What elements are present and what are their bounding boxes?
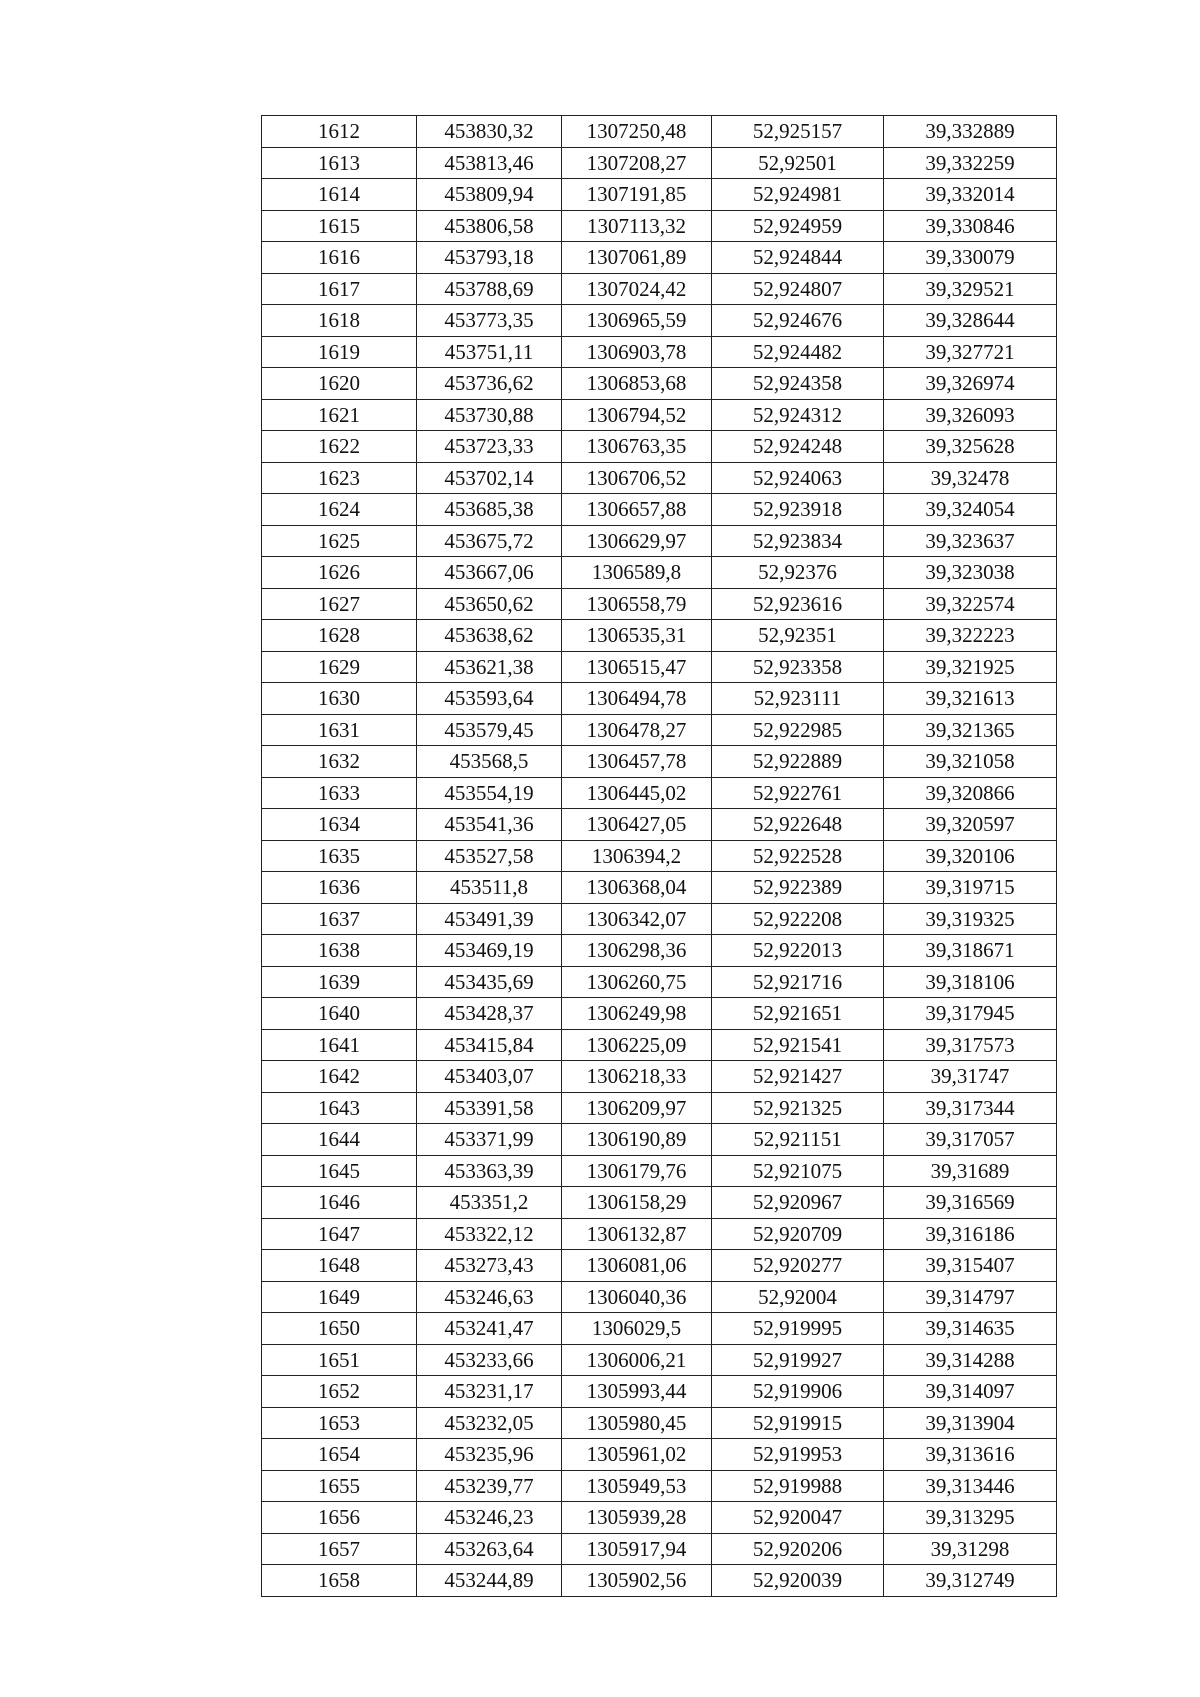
x-coordinate-cell: 453527,58	[417, 840, 562, 872]
y-coordinate-cell: 1306589,8	[562, 557, 712, 589]
longitude-cell: 39,320866	[884, 777, 1057, 809]
latitude-cell: 52,920039	[712, 1565, 884, 1597]
y-coordinate-cell: 1305902,56	[562, 1565, 712, 1597]
y-coordinate-cell: 1306006,21	[562, 1344, 712, 1376]
point-number-cell: 1657	[262, 1533, 417, 1565]
latitude-cell: 52,921427	[712, 1061, 884, 1093]
x-coordinate-cell: 453788,69	[417, 273, 562, 305]
y-coordinate-cell: 1306179,76	[562, 1155, 712, 1187]
x-coordinate-cell: 453231,17	[417, 1376, 562, 1408]
y-coordinate-cell: 1305961,02	[562, 1439, 712, 1471]
point-number-cell: 1652	[262, 1376, 417, 1408]
latitude-cell: 52,920709	[712, 1218, 884, 1250]
longitude-cell: 39,321613	[884, 683, 1057, 715]
y-coordinate-cell: 1307250,48	[562, 116, 712, 148]
longitude-cell: 39,323637	[884, 525, 1057, 557]
point-number-cell: 1637	[262, 903, 417, 935]
point-number-cell: 1653	[262, 1407, 417, 1439]
longitude-cell: 39,313446	[884, 1470, 1057, 1502]
y-coordinate-cell: 1305949,53	[562, 1470, 712, 1502]
point-number-cell: 1632	[262, 746, 417, 778]
longitude-cell: 39,31747	[884, 1061, 1057, 1093]
longitude-cell: 39,313904	[884, 1407, 1057, 1439]
latitude-cell: 52,923358	[712, 651, 884, 683]
longitude-cell: 39,317573	[884, 1029, 1057, 1061]
table-row	[262, 1565, 1057, 1597]
table-row	[262, 1061, 1057, 1093]
table-row	[262, 116, 1057, 148]
point-number-cell: 1618	[262, 305, 417, 337]
table-row	[262, 305, 1057, 337]
x-coordinate-cell: 453246,63	[417, 1281, 562, 1313]
longitude-cell: 39,326974	[884, 368, 1057, 400]
longitude-cell: 39,321925	[884, 651, 1057, 683]
latitude-cell: 52,924248	[712, 431, 884, 463]
point-number-cell: 1620	[262, 368, 417, 400]
longitude-cell: 39,317344	[884, 1092, 1057, 1124]
x-coordinate-cell: 453702,14	[417, 462, 562, 494]
table-row	[262, 998, 1057, 1030]
longitude-cell: 39,314097	[884, 1376, 1057, 1408]
y-coordinate-cell: 1306629,97	[562, 525, 712, 557]
latitude-cell: 52,924959	[712, 210, 884, 242]
table-row	[262, 1029, 1057, 1061]
table-row	[262, 872, 1057, 904]
point-number-cell: 1639	[262, 966, 417, 998]
longitude-cell: 39,330846	[884, 210, 1057, 242]
longitude-cell: 39,324054	[884, 494, 1057, 526]
y-coordinate-cell: 1306249,98	[562, 998, 712, 1030]
point-number-cell: 1616	[262, 242, 417, 274]
table-row	[262, 777, 1057, 809]
x-coordinate-cell: 453435,69	[417, 966, 562, 998]
table-row	[262, 368, 1057, 400]
table-row	[262, 620, 1057, 652]
table-row	[262, 431, 1057, 463]
latitude-cell: 52,921075	[712, 1155, 884, 1187]
latitude-cell: 52,921651	[712, 998, 884, 1030]
x-coordinate-cell: 453244,89	[417, 1565, 562, 1597]
latitude-cell: 52,921541	[712, 1029, 884, 1061]
x-coordinate-cell: 453813,46	[417, 147, 562, 179]
x-coordinate-cell: 453428,37	[417, 998, 562, 1030]
latitude-cell: 52,922648	[712, 809, 884, 841]
point-number-cell: 1624	[262, 494, 417, 526]
x-coordinate-cell: 453246,23	[417, 1502, 562, 1534]
y-coordinate-cell: 1305980,45	[562, 1407, 712, 1439]
latitude-cell: 52,920277	[712, 1250, 884, 1282]
x-coordinate-cell: 453241,47	[417, 1313, 562, 1345]
latitude-cell: 52,919906	[712, 1376, 884, 1408]
latitude-cell: 52,921325	[712, 1092, 884, 1124]
longitude-cell: 39,321058	[884, 746, 1057, 778]
x-coordinate-cell: 453685,38	[417, 494, 562, 526]
point-number-cell: 1647	[262, 1218, 417, 1250]
point-number-cell: 1613	[262, 147, 417, 179]
y-coordinate-cell: 1306081,06	[562, 1250, 712, 1282]
latitude-cell: 52,922013	[712, 935, 884, 967]
y-coordinate-cell: 1306132,87	[562, 1218, 712, 1250]
x-coordinate-cell: 453351,2	[417, 1187, 562, 1219]
table-row	[262, 1470, 1057, 1502]
longitude-cell: 39,322574	[884, 588, 1057, 620]
table-row	[262, 1281, 1057, 1313]
point-number-cell: 1643	[262, 1092, 417, 1124]
longitude-cell: 39,316569	[884, 1187, 1057, 1219]
latitude-cell: 52,922761	[712, 777, 884, 809]
x-coordinate-cell: 453491,39	[417, 903, 562, 935]
x-coordinate-cell: 453403,07	[417, 1061, 562, 1093]
table-row	[262, 210, 1057, 242]
point-number-cell: 1630	[262, 683, 417, 715]
table-row	[262, 1439, 1057, 1471]
point-number-cell: 1649	[262, 1281, 417, 1313]
table-row	[262, 683, 1057, 715]
x-coordinate-cell: 453579,45	[417, 714, 562, 746]
table-row	[262, 399, 1057, 431]
latitude-cell: 52,923918	[712, 494, 884, 526]
longitude-cell: 39,329521	[884, 273, 1057, 305]
latitude-cell: 52,920047	[712, 1502, 884, 1534]
point-number-cell: 1628	[262, 620, 417, 652]
table-row	[262, 809, 1057, 841]
table-row	[262, 1407, 1057, 1439]
latitude-cell: 52,923111	[712, 683, 884, 715]
longitude-cell: 39,318106	[884, 966, 1057, 998]
longitude-cell: 39,317057	[884, 1124, 1057, 1156]
table-row	[262, 494, 1057, 526]
longitude-cell: 39,332889	[884, 116, 1057, 148]
latitude-cell: 52,921151	[712, 1124, 884, 1156]
latitude-cell: 52,923834	[712, 525, 884, 557]
longitude-cell: 39,320106	[884, 840, 1057, 872]
x-coordinate-cell: 453675,72	[417, 525, 562, 557]
coordinates-table-body	[262, 116, 1057, 1597]
longitude-cell: 39,332259	[884, 147, 1057, 179]
longitude-cell: 39,325628	[884, 431, 1057, 463]
latitude-cell: 52,924063	[712, 462, 884, 494]
y-coordinate-cell: 1306853,68	[562, 368, 712, 400]
table-row	[262, 1376, 1057, 1408]
y-coordinate-cell: 1307191,85	[562, 179, 712, 211]
longitude-cell: 39,315407	[884, 1250, 1057, 1282]
y-coordinate-cell: 1306494,78	[562, 683, 712, 715]
y-coordinate-cell: 1306903,78	[562, 336, 712, 368]
point-number-cell: 1622	[262, 431, 417, 463]
latitude-cell: 52,92351	[712, 620, 884, 652]
longitude-cell: 39,32478	[884, 462, 1057, 494]
y-coordinate-cell: 1307061,89	[562, 242, 712, 274]
point-number-cell: 1634	[262, 809, 417, 841]
point-number-cell: 1646	[262, 1187, 417, 1219]
point-number-cell: 1631	[262, 714, 417, 746]
y-coordinate-cell: 1306029,5	[562, 1313, 712, 1345]
y-coordinate-cell: 1307208,27	[562, 147, 712, 179]
longitude-cell: 39,328644	[884, 305, 1057, 337]
x-coordinate-cell: 453541,36	[417, 809, 562, 841]
table-row	[262, 746, 1057, 778]
longitude-cell: 39,317945	[884, 998, 1057, 1030]
y-coordinate-cell: 1307024,42	[562, 273, 712, 305]
longitude-cell: 39,314288	[884, 1344, 1057, 1376]
y-coordinate-cell: 1306445,02	[562, 777, 712, 809]
point-number-cell: 1627	[262, 588, 417, 620]
x-coordinate-cell: 453723,33	[417, 431, 562, 463]
point-number-cell: 1641	[262, 1029, 417, 1061]
longitude-cell: 39,319715	[884, 872, 1057, 904]
point-number-cell: 1644	[262, 1124, 417, 1156]
point-number-cell: 1612	[262, 116, 417, 148]
table-row	[262, 242, 1057, 274]
point-number-cell: 1623	[262, 462, 417, 494]
point-number-cell: 1642	[262, 1061, 417, 1093]
table-row	[262, 966, 1057, 998]
x-coordinate-cell: 453736,62	[417, 368, 562, 400]
point-number-cell: 1615	[262, 210, 417, 242]
y-coordinate-cell: 1306158,29	[562, 1187, 712, 1219]
latitude-cell: 52,925157	[712, 116, 884, 148]
longitude-cell: 39,319325	[884, 903, 1057, 935]
point-number-cell: 1651	[262, 1344, 417, 1376]
x-coordinate-cell: 453232,05	[417, 1407, 562, 1439]
x-coordinate-cell: 453773,35	[417, 305, 562, 337]
table-row	[262, 651, 1057, 683]
x-coordinate-cell: 453793,18	[417, 242, 562, 274]
table-row	[262, 557, 1057, 589]
table-row	[262, 525, 1057, 557]
point-number-cell: 1638	[262, 935, 417, 967]
y-coordinate-cell: 1306515,47	[562, 651, 712, 683]
longitude-cell: 39,321365	[884, 714, 1057, 746]
point-number-cell: 1629	[262, 651, 417, 683]
x-coordinate-cell: 453554,19	[417, 777, 562, 809]
point-number-cell: 1656	[262, 1502, 417, 1534]
longitude-cell: 39,31689	[884, 1155, 1057, 1187]
y-coordinate-cell: 1306457,78	[562, 746, 712, 778]
latitude-cell: 52,92004	[712, 1281, 884, 1313]
latitude-cell: 52,924981	[712, 179, 884, 211]
longitude-cell: 39,327721	[884, 336, 1057, 368]
latitude-cell: 52,924807	[712, 273, 884, 305]
y-coordinate-cell: 1306657,88	[562, 494, 712, 526]
y-coordinate-cell: 1306190,89	[562, 1124, 712, 1156]
latitude-cell: 52,92501	[712, 147, 884, 179]
y-coordinate-cell: 1306706,52	[562, 462, 712, 494]
point-number-cell: 1636	[262, 872, 417, 904]
point-number-cell: 1640	[262, 998, 417, 1030]
x-coordinate-cell: 453322,12	[417, 1218, 562, 1250]
point-number-cell: 1617	[262, 273, 417, 305]
longitude-cell: 39,332014	[884, 179, 1057, 211]
x-coordinate-cell: 453391,58	[417, 1092, 562, 1124]
y-coordinate-cell: 1306394,2	[562, 840, 712, 872]
latitude-cell: 52,921716	[712, 966, 884, 998]
latitude-cell: 52,922208	[712, 903, 884, 935]
latitude-cell: 52,924676	[712, 305, 884, 337]
table-row	[262, 147, 1057, 179]
longitude-cell: 39,314797	[884, 1281, 1057, 1313]
latitude-cell: 52,919995	[712, 1313, 884, 1345]
table-row	[262, 840, 1057, 872]
table-row	[262, 273, 1057, 305]
x-coordinate-cell: 453263,64	[417, 1533, 562, 1565]
point-number-cell: 1654	[262, 1439, 417, 1471]
y-coordinate-cell: 1306763,35	[562, 431, 712, 463]
y-coordinate-cell: 1305993,44	[562, 1376, 712, 1408]
point-number-cell: 1648	[262, 1250, 417, 1282]
y-coordinate-cell: 1306478,27	[562, 714, 712, 746]
x-coordinate-cell: 453667,06	[417, 557, 562, 589]
y-coordinate-cell: 1306342,07	[562, 903, 712, 935]
latitude-cell: 52,922985	[712, 714, 884, 746]
latitude-cell: 52,922389	[712, 872, 884, 904]
point-number-cell: 1614	[262, 179, 417, 211]
y-coordinate-cell: 1306260,75	[562, 966, 712, 998]
point-number-cell: 1655	[262, 1470, 417, 1502]
x-coordinate-cell: 453511,8	[417, 872, 562, 904]
table-row	[262, 1533, 1057, 1565]
table-row	[262, 714, 1057, 746]
x-coordinate-cell: 453638,62	[417, 620, 562, 652]
y-coordinate-cell: 1306225,09	[562, 1029, 712, 1061]
point-number-cell: 1625	[262, 525, 417, 557]
table-row	[262, 903, 1057, 935]
longitude-cell: 39,323038	[884, 557, 1057, 589]
y-coordinate-cell: 1306209,97	[562, 1092, 712, 1124]
x-coordinate-cell: 453239,77	[417, 1470, 562, 1502]
x-coordinate-cell: 453233,66	[417, 1344, 562, 1376]
longitude-cell: 39,313295	[884, 1502, 1057, 1534]
x-coordinate-cell: 453371,99	[417, 1124, 562, 1156]
longitude-cell: 39,320597	[884, 809, 1057, 841]
y-coordinate-cell: 1306794,52	[562, 399, 712, 431]
longitude-cell: 39,316186	[884, 1218, 1057, 1250]
y-coordinate-cell: 1306535,31	[562, 620, 712, 652]
table-row	[262, 588, 1057, 620]
table-row	[262, 1187, 1057, 1219]
y-coordinate-cell: 1306298,36	[562, 935, 712, 967]
point-number-cell: 1635	[262, 840, 417, 872]
longitude-cell: 39,312749	[884, 1565, 1057, 1597]
latitude-cell: 52,919927	[712, 1344, 884, 1376]
latitude-cell: 52,922528	[712, 840, 884, 872]
coordinates-table	[261, 115, 1057, 1597]
longitude-cell: 39,314635	[884, 1313, 1057, 1345]
y-coordinate-cell: 1305917,94	[562, 1533, 712, 1565]
latitude-cell: 52,924844	[712, 242, 884, 274]
table-row	[262, 1313, 1057, 1345]
x-coordinate-cell: 453730,88	[417, 399, 562, 431]
x-coordinate-cell: 453806,58	[417, 210, 562, 242]
latitude-cell: 52,920206	[712, 1533, 884, 1565]
latitude-cell: 52,920967	[712, 1187, 884, 1219]
x-coordinate-cell: 453830,32	[417, 116, 562, 148]
y-coordinate-cell: 1306218,33	[562, 1061, 712, 1093]
y-coordinate-cell: 1305939,28	[562, 1502, 712, 1534]
longitude-cell: 39,326093	[884, 399, 1057, 431]
longitude-cell: 39,313616	[884, 1439, 1057, 1471]
latitude-cell: 52,92376	[712, 557, 884, 589]
latitude-cell: 52,919953	[712, 1439, 884, 1471]
x-coordinate-cell: 453593,64	[417, 683, 562, 715]
x-coordinate-cell: 453415,84	[417, 1029, 562, 1061]
point-number-cell: 1650	[262, 1313, 417, 1345]
point-number-cell: 1658	[262, 1565, 417, 1597]
x-coordinate-cell: 453621,38	[417, 651, 562, 683]
table-row	[262, 1502, 1057, 1534]
table-row	[262, 1124, 1057, 1156]
x-coordinate-cell: 453751,11	[417, 336, 562, 368]
longitude-cell: 39,31298	[884, 1533, 1057, 1565]
table-row	[262, 1092, 1057, 1124]
y-coordinate-cell: 1306558,79	[562, 588, 712, 620]
latitude-cell: 52,922889	[712, 746, 884, 778]
y-coordinate-cell: 1306965,59	[562, 305, 712, 337]
x-coordinate-cell: 453235,96	[417, 1439, 562, 1471]
x-coordinate-cell: 453809,94	[417, 179, 562, 211]
x-coordinate-cell: 453568,5	[417, 746, 562, 778]
point-number-cell: 1619	[262, 336, 417, 368]
point-number-cell: 1645	[262, 1155, 417, 1187]
x-coordinate-cell: 453273,43	[417, 1250, 562, 1282]
longitude-cell: 39,318671	[884, 935, 1057, 967]
y-coordinate-cell: 1307113,32	[562, 210, 712, 242]
point-number-cell: 1621	[262, 399, 417, 431]
y-coordinate-cell: 1306427,05	[562, 809, 712, 841]
longitude-cell: 39,322223	[884, 620, 1057, 652]
latitude-cell: 52,923616	[712, 588, 884, 620]
table-row	[262, 935, 1057, 967]
table-row	[262, 336, 1057, 368]
table-row	[262, 1250, 1057, 1282]
latitude-cell: 52,924358	[712, 368, 884, 400]
table-row	[262, 1155, 1057, 1187]
point-number-cell: 1633	[262, 777, 417, 809]
x-coordinate-cell: 453469,19	[417, 935, 562, 967]
latitude-cell: 52,919915	[712, 1407, 884, 1439]
table-row	[262, 179, 1057, 211]
table-row	[262, 1344, 1057, 1376]
longitude-cell: 39,330079	[884, 242, 1057, 274]
latitude-cell: 52,924312	[712, 399, 884, 431]
x-coordinate-cell: 453650,62	[417, 588, 562, 620]
x-coordinate-cell: 453363,39	[417, 1155, 562, 1187]
point-number-cell: 1626	[262, 557, 417, 589]
latitude-cell: 52,924482	[712, 336, 884, 368]
table-row	[262, 462, 1057, 494]
y-coordinate-cell: 1306368,04	[562, 872, 712, 904]
y-coordinate-cell: 1306040,36	[562, 1281, 712, 1313]
latitude-cell: 52,919988	[712, 1470, 884, 1502]
table-row	[262, 1218, 1057, 1250]
